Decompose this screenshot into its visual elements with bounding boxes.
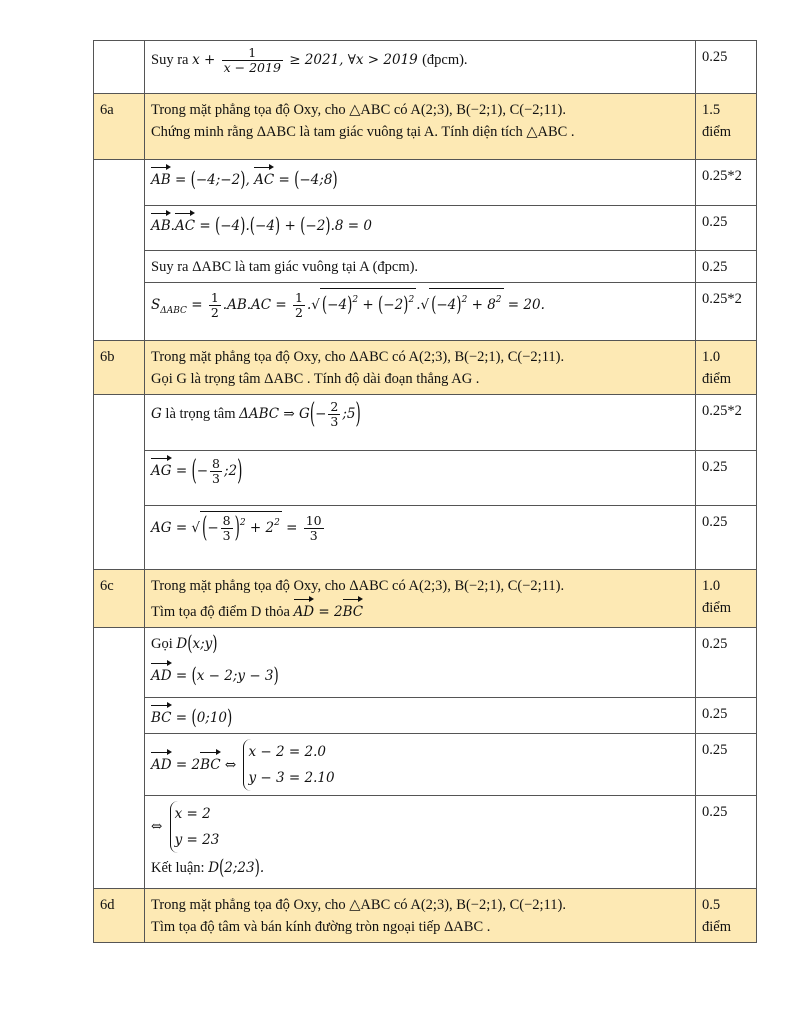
fraction-numerator: 1 <box>248 45 257 60</box>
solution-cell <box>145 160 696 206</box>
question-line: Trong mặt phẳng tọa độ Oxy, cho △ABC có A(2;3), B(−2;1), C(−2;11). <box>151 897 566 913</box>
score-value: 0.25 <box>702 742 728 758</box>
question-label-cell <box>94 160 145 341</box>
formula: AD = 2BC ⇔ x − 2 = 2.0 y − 3 = 2.10 <box>151 757 335 773</box>
answer-table <box>93 40 757 943</box>
score-value: 0.25*2 <box>702 168 742 184</box>
table-row <box>94 395 757 451</box>
formula: AB.AC = (−4).(−4) + (−2).8 = 0 <box>151 218 372 234</box>
question-label-cell <box>94 570 145 628</box>
question-line: Tìm tọa độ điểm D thỏa <box>151 604 290 620</box>
solution-cell <box>145 206 696 251</box>
score-cell <box>696 889 757 943</box>
solution-cell: G là trọng tâm ΔABC ⇒ G(− $\frac{2}{3}$ ;5) <box>145 395 696 451</box>
table-row <box>94 41 757 94</box>
solution-cell <box>145 734 696 796</box>
score-cell <box>696 698 757 734</box>
question-row <box>94 570 757 628</box>
question-cell <box>145 889 696 943</box>
solution-cell <box>145 283 696 341</box>
score-value: 0.25 <box>702 636 728 652</box>
score-value: 0.25 <box>702 706 728 722</box>
formula: AD = (x − 2;y − 3) <box>151 661 689 687</box>
solution-cell: ⇔ x = 2 y = 23 Kết luận: D(2;23). <box>145 796 696 889</box>
score-value: 0.25*2 <box>702 291 742 307</box>
score-cell <box>696 160 757 206</box>
formula: ΔABC ⇒ G(− $\frac{2}{3}$ ;5) <box>239 397 361 431</box>
score-value: 0.25 <box>702 259 728 275</box>
formula: ⇔ x = 2 y = 23 <box>151 801 689 853</box>
inequality-text: ≥ 2021, ∀x > 2019 <box>289 52 418 68</box>
question-row <box>94 94 757 160</box>
question-label-cell <box>94 341 145 395</box>
score-value: 0.25*2 <box>702 403 742 419</box>
question-label-cell <box>94 395 145 570</box>
score-cell <box>696 395 757 451</box>
score-value: 1.5 <box>702 102 721 118</box>
solution-cell: Suy ra x + $\frac{1}{x - 2019}$ ≥ 2021, ∀x > 2019 (đpcm). <box>145 41 696 94</box>
table-row <box>94 160 757 206</box>
score-cell <box>696 206 757 251</box>
solution-cell <box>145 506 696 570</box>
table-row <box>94 506 757 570</box>
score-unit: điểm <box>702 600 731 616</box>
score-cell <box>696 41 757 94</box>
score-cell <box>696 506 757 570</box>
step-text: Suy ra ΔABC là tam giác vuông tại A (đpcm). <box>151 259 419 275</box>
score-value: 0.5 <box>702 897 721 913</box>
question-label: 6c <box>100 578 114 594</box>
question-row <box>94 889 757 943</box>
formula: AG = √ (− $\frac{8}{3}$ )$^2 + 2^2$ = $\frac{10}{3}$ <box>151 511 322 545</box>
table-row <box>94 698 757 734</box>
question-label: 6d <box>100 897 115 913</box>
formula: AB = (−4;−2), AC = (−4;8) <box>151 172 338 188</box>
question-line: Gọi G là trọng tâm ΔABC . Tính độ dài đoạn thẳng AG . <box>151 371 480 387</box>
score-cell <box>696 628 757 698</box>
score-value: 1.0 <box>702 578 721 594</box>
score-cell <box>696 94 757 160</box>
question-line: Trong mặt phẳng tọa độ Oxy, cho ΔABC có A(2;3), B(−2;1), C(−2;11). <box>151 578 565 594</box>
step-text: Gọi <box>151 636 173 652</box>
score-cell <box>696 734 757 796</box>
score-unit: điểm <box>702 371 731 387</box>
question-label-cell <box>94 94 145 160</box>
score-unit: điểm <box>702 919 731 935</box>
table-row <box>94 796 757 889</box>
table-row <box>94 206 757 251</box>
score-value: 0.25 <box>702 214 728 230</box>
formula: $S_{\Delta ABC}$ = $\frac{1}{2}$ .AB.AC = $\frac{1}{2}$ .√ $(-4)^2 + (-2)^2$ .√ $(-4)^2 + 8^2 = 20$. <box>151 290 545 320</box>
solution-cell: Gọi D(x;y) AD = (x − 2;y − 3) <box>145 628 696 698</box>
solution-cell <box>145 698 696 734</box>
score-cell <box>696 796 757 889</box>
solution-cell <box>145 451 696 506</box>
question-label: 6a <box>100 102 114 118</box>
question-cell <box>145 341 696 395</box>
step-text: Suy ra <box>151 52 189 68</box>
formula: AD = 2BC <box>294 604 364 620</box>
note-text: (đpcm). <box>422 52 468 68</box>
score-value: 0.25 <box>702 49 728 65</box>
conclusion-text: Kết luận: <box>151 860 205 876</box>
score-cell <box>696 283 757 341</box>
table-row <box>94 451 757 506</box>
question-cell <box>145 570 696 628</box>
score-value: 0.25 <box>702 514 728 530</box>
score-value: 0.25 <box>702 804 728 820</box>
question-line: Trong mặt phẳng tọa độ Oxy, cho △ABC có A(2;3), B(−2;1), C(−2;11). <box>151 102 566 118</box>
score-cell <box>696 251 757 283</box>
question-label: 6b <box>100 349 115 365</box>
score-unit: điểm <box>702 124 731 140</box>
solution-cell <box>145 251 696 283</box>
table-row <box>94 283 757 341</box>
step-text: là trọng tâm <box>165 406 236 422</box>
question-row <box>94 341 757 395</box>
question-cell <box>145 94 696 160</box>
question-line: Trong mặt phẳng tọa độ Oxy, cho ΔABC có A(2;3), B(−2;1), C(−2;11). <box>151 349 565 365</box>
score-cell <box>696 451 757 506</box>
score-cell <box>696 341 757 395</box>
score-value: 1.0 <box>702 349 721 365</box>
table-row <box>94 251 757 283</box>
formula: AG = (− $\frac{8}{3}$ ;2) <box>151 454 243 488</box>
table-row <box>94 628 757 698</box>
question-label-cell <box>94 889 145 943</box>
question-line: Tìm tọa độ tâm và bán kính đường tròn ngoại tiếp ΔABC . <box>151 919 491 935</box>
question-label-cell <box>94 628 145 889</box>
question-line: Chứng minh rằng ΔABC là tam giác vuông tại A. Tính diện tích △ABC . <box>151 124 575 140</box>
score-cell <box>696 570 757 628</box>
question-label-cell <box>94 41 145 94</box>
formula: BC = (0;10) <box>151 710 232 726</box>
table-row <box>94 734 757 796</box>
score-value: 0.25 <box>702 459 728 475</box>
